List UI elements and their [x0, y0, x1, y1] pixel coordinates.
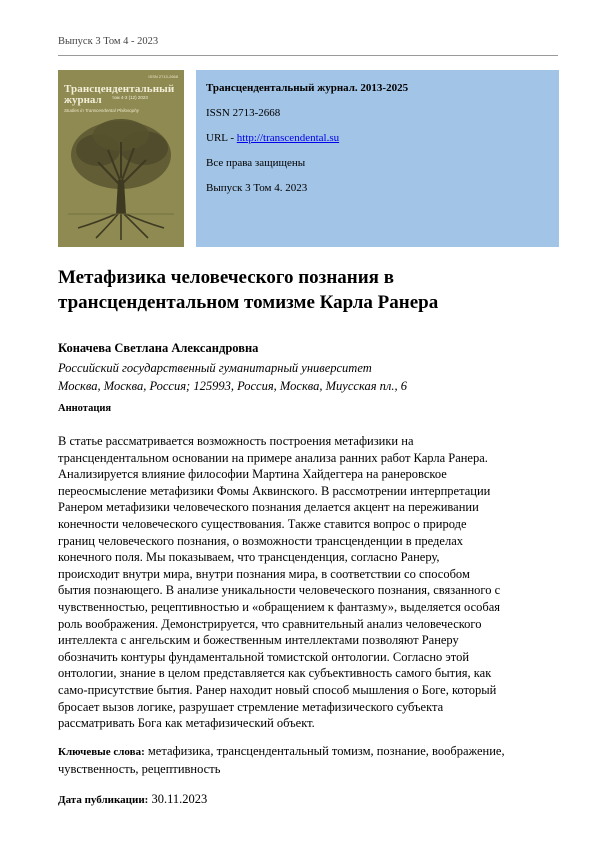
url-label: URL -	[206, 132, 237, 144]
author-name: Коначева Светлана Александровна	[58, 341, 259, 355]
url-line	[206, 132, 339, 144]
journal-url-link[interactable]: http://transcendental.su	[236, 132, 340, 144]
journal-info-box	[196, 70, 559, 247]
issue-text: Выпуск 3 Том 4. 2023	[206, 182, 308, 194]
pubdate-value: 30.11.2023	[151, 792, 208, 806]
cover-title-line2: журнал	[64, 94, 102, 106]
cover-volume-tag: ISSN 2713-2668	[148, 74, 178, 79]
keywords-text: метафизика, трансцендентальный томизм, познание, воображение, чувственность, рецептивность	[58, 744, 505, 776]
keywords-label: Ключевые слова:	[58, 746, 145, 758]
rights-text: Все права защищены	[206, 157, 306, 169]
author-affiliation	[58, 359, 407, 395]
journal-name: Трансцендентальный журнал. 2013-2025	[206, 82, 409, 94]
running-head: Выпуск 3 Том 4 - 2023	[58, 36, 159, 47]
journal-cover-image	[58, 70, 184, 247]
cover-title-line1: Трансцендентальный	[64, 83, 175, 95]
issn-text: ISSN 2713-2668	[206, 107, 281, 119]
abstract-label: Аннотация	[58, 403, 112, 414]
affiliation-line1: Российский государственный гуманитарный университет	[58, 361, 372, 375]
cover-subtitle: Studies in Transcendental Philosophy	[64, 108, 139, 113]
publication-date	[58, 792, 207, 807]
cover-issue: том 4-3 (12) 2023	[112, 95, 148, 100]
article-title: Метафизика человеческого познания в трансцендентальном томизме Карла Ранера	[58, 267, 439, 313]
pubdate-label: Дата публикации:	[58, 794, 149, 806]
abstract-text: В статье рассматривается возможность построения метафизики на трансцендентальном основании на примере анализа ранних работ Карла Ранера. Анализируется влияние философии Мартина Хайдеггера на ранеровское переосмысление метафизики Фомы Аквинского. В рассмотрении интерпретации Ранером метафизики человеческого познания делается акцент на переживании конечности человеческого существования. Также ставится вопрос о природе границ человеческого познания, о возможности трансценденции в пределах конечного поля. Мы показываем, что трансценденция, согласно Ранеру, происходит внутри мира, внутри познания мира, в соответствии со способом бытия познающего. В анализе уникальности человеческого познания, связанного с чувственностью, рецептивностью и «обращением к фантазму», выделяется особая роль воображения. Демонстрируется, что сравнительный анализ человеческого интеллекта с ангельским и божественным интеллектами позволяют Ранеру обозначить контуры фундаментальной томистской онтологии. Согласно этой онтологии, знание в целом представляется как субъективность самого бытия, как само-присутствие бытия. Ранер находит новый способ мышления о Боге, который бросает вызов логике, разрушает стремление метафизического субъекта рассматривать Бога как метафизический объект.	[58, 434, 501, 731]
affiliation-line2: Москва, Москва, Россия; 125993, Россия, Москва, Миусская пл., 6	[58, 379, 407, 393]
keywords	[58, 743, 564, 778]
header-divider	[58, 55, 558, 56]
tree-illustration-icon	[58, 110, 184, 247]
